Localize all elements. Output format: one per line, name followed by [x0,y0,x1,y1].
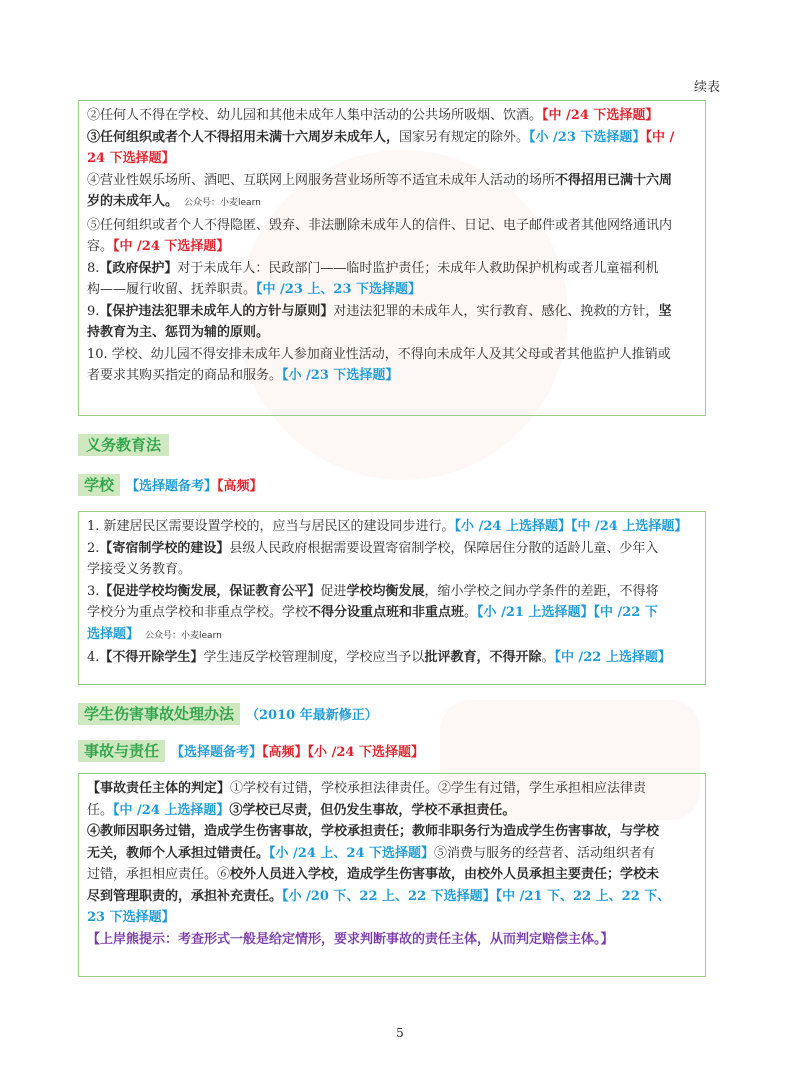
minor-protection-box [78,100,706,416]
school-item-3: 3.【促进学校均衡发展，保证教育公平】促进学校均衡发展，缩小学校之间办学条件的差距，不得将 学校分为重点学校和非重点学校。学校不得分设重点班和非重点班。【小 /21 上选择题】【中 /22 下 选择题】 公众号：小麦learn [87,583,659,642]
subsection-school-heading: 学校 【选择题备考】【高频】 [78,474,263,498]
page-number: 5 [396,1026,404,1040]
watermark-text: 公众号：小麦learn [145,630,222,641]
item-2: ②任何人不得在学校、幼儿园和其他未成年人集中活动的公共场所吸烟、饮酒。【中 /24 下选择题】 [87,108,659,123]
subsection-tag: 学校 [78,474,120,496]
item-10: 10. 学校、幼儿园不得安排未成年人参加商业性活动，不得向未成年人及其父母或者其他监护人推销或 者要求其购买指定的商品和服务。【小 /23 下选择题】 [87,346,671,383]
item-9: 9.【保护违法犯罪未成年人的方针与原则】对违法犯罪的未成年人，实行教育、感化、挽救的方针，坚 持教育为主、惩罚为辅的原则。 [87,303,672,340]
item-5: ⑤任何组织或者个人不得隐匿、毁弃、非法删除未成年人的信件、日记、电子邮件或者其他网络通讯内 容。【中 /24 下选择题】 [87,217,673,254]
continued-label: 续表 [693,80,720,95]
item-8: 8.【政府保护】对于未成年人：民政部门——临时监护责任；未成年人救助保护机构或者儿童福利机 构——履行收留、抚养职责。【中 /23 上、23 下选择题】 [87,260,659,297]
accident-item-1: 【事故责任主体的判定】①学校有过错，学校承担法律责任。②学生有过错，学生承担相应法律责 任。【中 /24 上选择题】③学校已尽责，但仍发生事故，学校不承担责任。 [87,781,647,818]
school-box [78,511,706,685]
watermark-text: 公众号：小麦learn [184,198,261,208]
section-title-compulsory-education-law: 义务教育法 [78,434,169,456]
exam-tip: 【上岸熊提示：考查形式一般是给定情形，要求判断事故的责任主体，从而判定赔偿主体。】 [87,931,614,947]
subsection-tag: 事故与责任 [78,740,165,762]
accident-responsibility-box [78,773,706,977]
section-title-student-injury: 学生伤害事故处理办法 （2010 年最新修正） [78,703,378,727]
subsection-accident-heading: 事故与责任 【选择题备考】【高频】【小 /24 下选择题】 [78,740,424,764]
school-item-2: 2.【寄宿制学校的建设】县级人民政府根据需要设置寄宿制学校，保障居住分散的适龄儿童、少年入 学接受义务教育。 [87,540,659,577]
item-4: ④营业性娱乐场所、酒吧、互联网上网服务营业场所等不适宜未成年人活动的场所不得招用已满十六周 岁的未成年人。 公众号：小麦learn [87,172,673,209]
school-item-1: 1. 新建居民区需要设置学校的，应当与居民区的建设同步进行。【小 /24 上选择题】【中 /24 上选择题】 [87,519,688,534]
school-item-4: 4.【不得开除学生】学生违反学校管理制度，学校应当予以批评教育，不得开除。【中 /22 上选择题】 [87,650,671,665]
item-3: ③任何组织或者个人不得招用未满十六周岁未成年人，国家另有规定的除外。【小 /23 下选择题】【中 / 24 下选择题】 [87,129,675,166]
accident-item-3: 过错，承担相应责任。⑥校外人员进入学校，造成学生伤害事故，由校外人员承担主要责任；学校未 尽到管理职责的，承担补充责任。【小 /20 下、22 上、22 下选择题】【中 /21 下、22 上、22 下、 23 下选择题】 [87,867,671,925]
accident-item-2: ④教师因职务过错，造成学生伤害事故，学校承担责任；教师非职务行为造成学生伤害事故，与学校 无关，教师个人承担过错责任。【小 /24 上、24 下选择题】⑤消费与服务的经营者、活动组织者有 [87,824,660,861]
